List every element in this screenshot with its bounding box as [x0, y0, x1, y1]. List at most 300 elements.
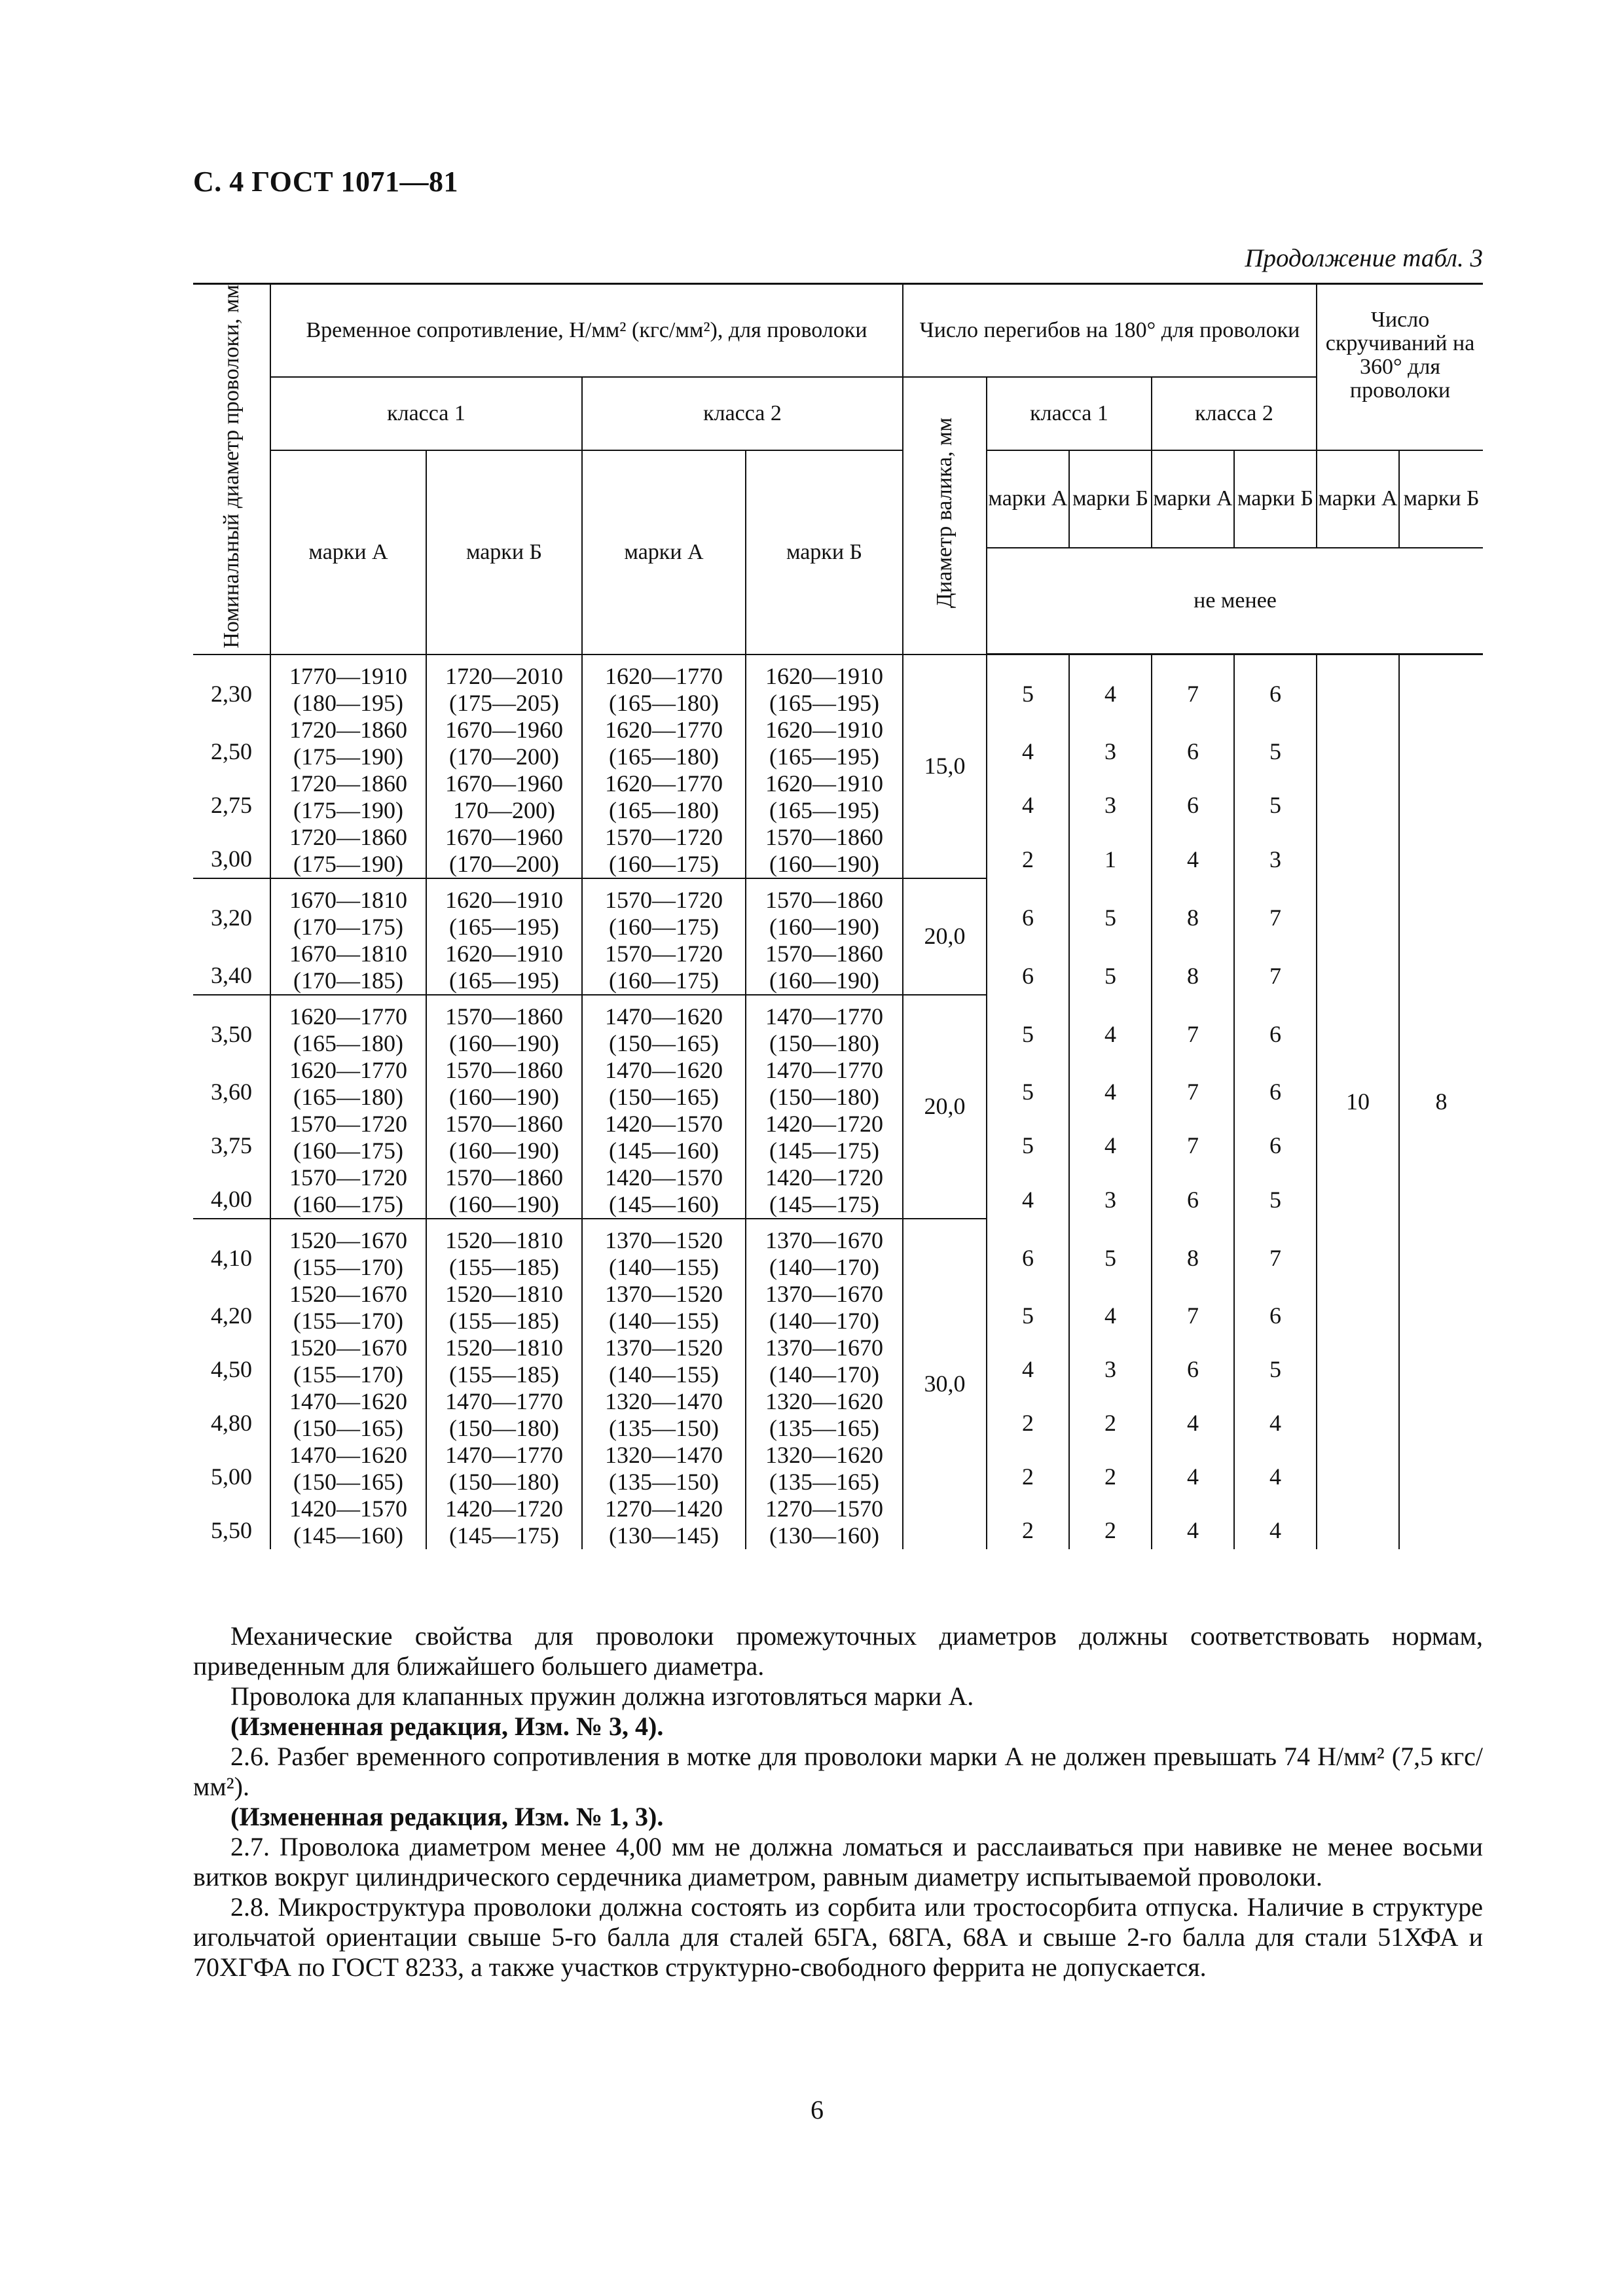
- cell-tensile-c2b: [746, 770, 903, 824]
- value-kgf-per-mm2: (160—175): [293, 1137, 403, 1164]
- cell-nominal-diameter: 4,10: [193, 1219, 270, 1281]
- cell-tensile-c2a: [582, 941, 746, 995]
- header-nominal-diameter: Номинальный диаметр проволоки, мм: [193, 284, 270, 655]
- cell-nominal-diameter: 3,20: [193, 878, 270, 941]
- cell-nominal-diameter: 4,50: [193, 1335, 270, 1388]
- cell-tensile-c1b: [426, 1335, 582, 1388]
- cell-bend-count: 4: [1069, 655, 1152, 717]
- cell-tensile-c2a: [582, 1111, 746, 1164]
- cell-bend-count: 3: [1234, 824, 1317, 878]
- cell-tensile-c1b: [426, 1164, 582, 1219]
- value-n-per-mm2: 1570—1720: [605, 940, 723, 967]
- cell-bend-count: 2: [987, 1388, 1069, 1442]
- amendment-note-1: (Измененная редакция, Изм. № 3, 4).: [230, 1712, 664, 1741]
- value-n-per-mm2: 1470—1620: [605, 1003, 723, 1030]
- cell-tensile-c1b: [426, 1111, 582, 1164]
- value-n-per-mm2: 1420—1720: [765, 1110, 883, 1137]
- cell-bend-count: 6: [1234, 1057, 1317, 1111]
- table-row: [193, 878, 1483, 941]
- cell-tensile-c2a: [582, 1442, 746, 1496]
- value-kgf-per-mm2: (160—175): [609, 850, 719, 877]
- value-n-per-mm2: 1470—1620: [289, 1388, 407, 1414]
- cell-tensile-c1a: [270, 1111, 426, 1164]
- value-n-per-mm2: 1620—1770: [289, 1056, 407, 1083]
- table-row: [193, 824, 1483, 878]
- value-n-per-mm2: 1470—1770: [445, 1441, 563, 1468]
- value-kgf-per-mm2: (145—175): [769, 1137, 879, 1164]
- cell-tensile-c2b: [746, 941, 903, 995]
- amendment-note-2: (Измененная редакция, Изм. № 1, 3).: [230, 1802, 664, 1831]
- cell-bend-count: 6: [1152, 1164, 1234, 1219]
- value-kgf-per-mm2: (165—180): [609, 689, 719, 716]
- value-kgf-per-mm2: (165—195): [449, 913, 559, 940]
- value-kgf-per-mm2: (155—170): [293, 1361, 403, 1388]
- cell-bend-count: 2: [1069, 1388, 1152, 1442]
- value-n-per-mm2: 1470—1620: [289, 1441, 407, 1468]
- cell-bend-count: 4: [1234, 1496, 1317, 1549]
- cell-bend-count: 6: [1234, 655, 1317, 717]
- cell-nominal-diameter: 3,50: [193, 995, 270, 1057]
- value-kgf-per-mm2: (175—190): [293, 850, 403, 877]
- cell-tensile-c1b: [426, 878, 582, 941]
- value-n-per-mm2: 1420—1570: [289, 1495, 407, 1522]
- value-n-per-mm2: 1720—1860: [289, 716, 407, 743]
- value-n-per-mm2: 1470—1770: [765, 1056, 883, 1083]
- value-kgf-per-mm2: (170—185): [293, 967, 403, 994]
- cell-bend-count: 7: [1152, 995, 1234, 1057]
- cell-bend-count: 7: [1234, 878, 1317, 941]
- cell-bend-count: 6: [1234, 1281, 1317, 1335]
- cell-tensile-c1b: [426, 824, 582, 878]
- value-n-per-mm2: 1320—1470: [605, 1388, 723, 1414]
- cell-bend-count: 5: [1234, 717, 1317, 770]
- cell-bend-count: 3: [1069, 717, 1152, 770]
- cell-bend-count: 8: [1152, 1219, 1234, 1281]
- value-n-per-mm2: 1270—1420: [605, 1495, 723, 1522]
- value-kgf-per-mm2: (170—200): [449, 743, 559, 770]
- value-n-per-mm2: 1570—1720: [289, 1110, 407, 1137]
- cell-tensile-c2b: [746, 1219, 903, 1281]
- cell-bend-count: 5: [1069, 878, 1152, 941]
- cell-tensile-c2b: [746, 995, 903, 1057]
- header-bend-c1-grade-b: марки Б: [1069, 450, 1152, 548]
- value-n-per-mm2: 1520—1670: [289, 1227, 407, 1253]
- value-kgf-per-mm2: (165—195): [769, 797, 879, 823]
- cell-bend-count: 6: [1234, 1111, 1317, 1164]
- cell-bend-count: 7: [1234, 941, 1317, 995]
- cell-bend-count: 4: [987, 1335, 1069, 1388]
- cell-tensile-c1a: [270, 1281, 426, 1335]
- cell-tensile-c2b: [746, 655, 903, 717]
- value-n-per-mm2: 1520—1810: [445, 1280, 563, 1307]
- cell-bend-count: 7: [1152, 1111, 1234, 1164]
- cell-tensile-c1a: [270, 1496, 426, 1549]
- header-bend-c2-grade-a: марки А: [1152, 450, 1234, 548]
- table-row: [193, 770, 1483, 824]
- value-n-per-mm2: 1320—1620: [765, 1441, 883, 1468]
- cell-bend-count: 4: [987, 717, 1069, 770]
- cell-bend-count: 4: [987, 770, 1069, 824]
- cell-roller-diameter: 15,0: [903, 655, 987, 878]
- cell-bend-count: 4: [1234, 1442, 1317, 1496]
- value-kgf-per-mm2: (160—175): [609, 913, 719, 940]
- value-n-per-mm2: 1470—1620: [605, 1056, 723, 1083]
- paragraph-2-6: 2.6. Разбег временного сопротивления в мотке для проволоки марки А не должен превышать 74 Н/мм² (7,5 кгс/мм²).: [193, 1742, 1483, 1801]
- header-tensile-strength: Временное сопротивление, Н/мм² (кгс/мм²), для проволоки: [270, 284, 903, 378]
- cell-tensile-c2a: [582, 1388, 746, 1442]
- value-kgf-per-mm2: (170—175): [293, 913, 403, 940]
- wire-properties-table: [193, 283, 1483, 1549]
- cell-tensile-c1a: [270, 1335, 426, 1388]
- cell-nominal-diameter: 2,75: [193, 770, 270, 824]
- table-row: [193, 1164, 1483, 1219]
- cell-tensile-c1b: [426, 655, 582, 717]
- cell-roller-diameter: 30,0: [903, 1219, 987, 1549]
- value-kgf-per-mm2: (140—170): [769, 1361, 879, 1388]
- cell-tensile-c1a: [270, 941, 426, 995]
- value-kgf-per-mm2: (140—170): [769, 1307, 879, 1334]
- value-kgf-per-mm2: (145—160): [609, 1191, 719, 1217]
- cell-bend-count: 5: [987, 1111, 1069, 1164]
- value-n-per-mm2: 1570—1860: [765, 940, 883, 967]
- cell-bend-count: 5: [1069, 1219, 1152, 1281]
- header-strength-class-1: класса 1: [270, 377, 582, 450]
- table-row: [193, 717, 1483, 770]
- table-row: [193, 1219, 1483, 1281]
- cell-tensile-c1a: [270, 1057, 426, 1111]
- value-kgf-per-mm2: (130—145): [609, 1522, 719, 1549]
- value-kgf-per-mm2: (135—150): [609, 1468, 719, 1495]
- cell-bend-count: 5: [1234, 770, 1317, 824]
- cell-tensile-c1b: [426, 1442, 582, 1496]
- cell-tensile-c2a: [582, 878, 746, 941]
- table-continuation-label: Продолжение табл. 3: [1245, 244, 1483, 272]
- value-kgf-per-mm2: (165—195): [769, 743, 879, 770]
- value-n-per-mm2: 1720—1860: [289, 770, 407, 797]
- value-kgf-per-mm2: (155—170): [293, 1307, 403, 1334]
- value-kgf-per-mm2: (155—185): [449, 1253, 559, 1280]
- cell-tensile-c2a: [582, 770, 746, 824]
- paragraph-intermediate-diameters: Механические свойства для проволоки промежуточных диаметров должны соответствовать нормам, приведенным для ближайшего большего диаметра.: [193, 1621, 1483, 1681]
- value-kgf-per-mm2: (160—190): [769, 967, 879, 994]
- value-kgf-per-mm2: (140—155): [609, 1307, 719, 1334]
- value-kgf-per-mm2: (180—195): [293, 689, 403, 716]
- cell-nominal-diameter: 3,60: [193, 1057, 270, 1111]
- value-kgf-per-mm2: (160—190): [449, 1191, 559, 1217]
- value-n-per-mm2: 1370—1670: [765, 1334, 883, 1361]
- cell-bend-count: 2: [987, 1496, 1069, 1549]
- value-n-per-mm2: 1470—1770: [445, 1388, 563, 1414]
- value-n-per-mm2: 1270—1570: [765, 1495, 883, 1522]
- cell-bend-count: 6: [1152, 1335, 1234, 1388]
- table-row: [193, 1388, 1483, 1442]
- cell-roller-diameter: 20,0: [903, 995, 987, 1219]
- header-class1-grade-b: марки Б: [426, 450, 582, 655]
- cell-bend-count: 8: [1152, 878, 1234, 941]
- cell-bend-count: 3: [1069, 1164, 1152, 1219]
- cell-tensile-c1b: [426, 1219, 582, 1281]
- cell-tensile-c2a: [582, 824, 746, 878]
- cell-tensile-c2b: [746, 1057, 903, 1111]
- value-n-per-mm2: 1620—1770: [289, 1003, 407, 1030]
- header-bend-count: Число перегибов на 180° для проволоки: [903, 284, 1317, 378]
- cell-nominal-diameter: 3,00: [193, 824, 270, 878]
- value-kgf-per-mm2: (150—165): [609, 1083, 719, 1110]
- value-n-per-mm2: 1370—1520: [605, 1280, 723, 1307]
- cell-nominal-diameter: 4,20: [193, 1281, 270, 1335]
- value-n-per-mm2: 1570—1860: [445, 1003, 563, 1030]
- cell-bend-count: 3: [1069, 1335, 1152, 1388]
- value-n-per-mm2: 1670—1960: [445, 770, 563, 797]
- table-body: [193, 655, 1483, 1549]
- cell-tensile-c2a: [582, 717, 746, 770]
- value-n-per-mm2: 1370—1670: [765, 1280, 883, 1307]
- value-kgf-per-mm2: (160—190): [449, 1137, 559, 1164]
- cell-bend-count: 6: [1152, 717, 1234, 770]
- cell-twist-grade-b: 8: [1399, 655, 1483, 1549]
- page-number: 6: [811, 2095, 824, 2125]
- cell-tensile-c2b: [746, 1281, 903, 1335]
- cell-tensile-c2b: [746, 1388, 903, 1442]
- table-row: [193, 1111, 1483, 1164]
- header-roller-diameter: Диаметр валика, мм: [903, 377, 987, 655]
- cell-bend-count: 4: [1069, 995, 1152, 1057]
- value-kgf-per-mm2: (130—160): [769, 1522, 879, 1549]
- value-kgf-per-mm2: (160—175): [609, 967, 719, 994]
- cell-bend-count: 5: [987, 655, 1069, 717]
- value-kgf-per-mm2: (165—180): [293, 1030, 403, 1056]
- value-kgf-per-mm2: (165—180): [609, 743, 719, 770]
- cell-tensile-c2a: [582, 1164, 746, 1219]
- value-kgf-per-mm2: 170—200): [453, 797, 555, 823]
- cell-nominal-diameter: 3,40: [193, 941, 270, 995]
- value-n-per-mm2: 1620—1910: [445, 886, 563, 913]
- paragraph-valve-springs: Проволока для клапанных пружин должна изготовляться марки А.: [230, 1681, 974, 1711]
- cell-bend-count: 6: [987, 1219, 1069, 1281]
- cell-bend-count: 8: [1152, 941, 1234, 995]
- value-n-per-mm2: 1670—1810: [289, 886, 407, 913]
- cell-tensile-c2a: [582, 995, 746, 1057]
- cell-bend-count: 4: [1069, 1057, 1152, 1111]
- value-kgf-per-mm2: (150—165): [609, 1030, 719, 1056]
- value-kgf-per-mm2: (135—150): [609, 1414, 719, 1441]
- cell-bend-count: 3: [1069, 770, 1152, 824]
- value-n-per-mm2: 1370—1670: [765, 1227, 883, 1253]
- cell-tensile-c1b: [426, 941, 582, 995]
- value-n-per-mm2: 1570—1860: [445, 1110, 563, 1137]
- value-kgf-per-mm2: (160—190): [769, 913, 879, 940]
- cell-bend-count: 4: [987, 1164, 1069, 1219]
- value-kgf-per-mm2: (175—190): [293, 743, 403, 770]
- cell-tensile-c1b: [426, 995, 582, 1057]
- value-n-per-mm2: 1470—1770: [765, 1003, 883, 1030]
- paragraph-2-7: 2.7. Проволока диаметром менее 4,00 мм не должна ломаться и расслаиваться при навивке не менее восьми витков вокруг цилиндрического сердечника диаметром, равным диаметру испытываемой проволоки.: [193, 1832, 1483, 1892]
- value-kgf-per-mm2: (155—185): [449, 1361, 559, 1388]
- header-bend-class-1: класса 1: [987, 377, 1152, 450]
- cell-bend-count: 5: [1069, 941, 1152, 995]
- value-n-per-mm2: 1520—1810: [445, 1227, 563, 1253]
- value-kgf-per-mm2: (155—185): [449, 1307, 559, 1334]
- value-n-per-mm2: 1670—1810: [289, 940, 407, 967]
- value-kgf-per-mm2: (160—190): [449, 1030, 559, 1056]
- cell-bend-count: 4: [1152, 1442, 1234, 1496]
- cell-tensile-c1a: [270, 1442, 426, 1496]
- cell-tensile-c2a: [582, 1496, 746, 1549]
- value-kgf-per-mm2: (140—170): [769, 1253, 879, 1280]
- cell-tensile-c2a: [582, 655, 746, 717]
- table-row: [193, 655, 1483, 717]
- cell-nominal-diameter: 5,00: [193, 1442, 270, 1496]
- cell-bend-count: 6: [987, 878, 1069, 941]
- header-not-less-than: не менее: [987, 548, 1483, 655]
- value-kgf-per-mm2: (150—165): [293, 1468, 403, 1495]
- header-class2-grade-b: марки Б: [746, 450, 903, 655]
- value-kgf-per-mm2: (150—180): [449, 1414, 559, 1441]
- cell-nominal-diameter: 5,50: [193, 1496, 270, 1549]
- value-n-per-mm2: 1620—1910: [765, 716, 883, 743]
- value-n-per-mm2: 1720—2010: [445, 662, 563, 689]
- cell-bend-count: 7: [1234, 1219, 1317, 1281]
- cell-tensile-c1a: [270, 995, 426, 1057]
- table-row: [193, 941, 1483, 995]
- cell-bend-count: 1: [1069, 824, 1152, 878]
- value-n-per-mm2: 1570—1860: [765, 823, 883, 850]
- table-row: [193, 1057, 1483, 1111]
- value-n-per-mm2: 1420—1570: [605, 1110, 723, 1137]
- document-header: С. 4 ГОСТ 1071—81: [193, 166, 459, 198]
- header-bend-c2-grade-b: марки Б: [1234, 450, 1317, 548]
- cell-tensile-c1b: [426, 770, 582, 824]
- cell-bend-count: 4: [1234, 1388, 1317, 1442]
- cell-tensile-c1a: [270, 878, 426, 941]
- value-kgf-per-mm2: (160—190): [449, 1083, 559, 1110]
- cell-tensile-c2b: [746, 1164, 903, 1219]
- value-kgf-per-mm2: (145—160): [293, 1522, 403, 1549]
- value-kgf-per-mm2: (155—170): [293, 1253, 403, 1280]
- value-kgf-per-mm2: (145—175): [449, 1522, 559, 1549]
- cell-tensile-c2b: [746, 1442, 903, 1496]
- cell-bend-count: 2: [1069, 1442, 1152, 1496]
- cell-roller-diameter: 20,0: [903, 878, 987, 995]
- cell-bend-count: 7: [1152, 1281, 1234, 1335]
- cell-bend-count: 6: [987, 941, 1069, 995]
- cell-bend-count: 5: [987, 1057, 1069, 1111]
- cell-tensile-c1a: [270, 1164, 426, 1219]
- cell-tensile-c2a: [582, 1057, 746, 1111]
- body-text: [193, 1621, 1483, 1982]
- cell-tensile-c2a: [582, 1219, 746, 1281]
- cell-tensile-c2b: [746, 1335, 903, 1388]
- table-row: [193, 1442, 1483, 1496]
- value-n-per-mm2: 1620—1910: [445, 940, 563, 967]
- value-kgf-per-mm2: (150—180): [769, 1083, 879, 1110]
- value-kgf-per-mm2: (160—175): [293, 1191, 403, 1217]
- cell-bend-count: 6: [1234, 995, 1317, 1057]
- cell-bend-count: 7: [1152, 1057, 1234, 1111]
- value-n-per-mm2: 1320—1470: [605, 1441, 723, 1468]
- cell-nominal-diameter: 3,75: [193, 1111, 270, 1164]
- cell-nominal-diameter: 4,00: [193, 1164, 270, 1219]
- cell-tensile-c1a: [270, 717, 426, 770]
- cell-tensile-c1a: [270, 770, 426, 824]
- value-kgf-per-mm2: (175—205): [449, 689, 559, 716]
- header-class2-grade-a: марки А: [582, 450, 746, 655]
- value-n-per-mm2: 1570—1860: [445, 1164, 563, 1191]
- cell-tensile-c2b: [746, 1496, 903, 1549]
- value-kgf-per-mm2: (150—165): [293, 1414, 403, 1441]
- value-n-per-mm2: 1520—1670: [289, 1334, 407, 1361]
- value-n-per-mm2: 1570—1720: [605, 886, 723, 913]
- value-n-per-mm2: 1620—1910: [765, 770, 883, 797]
- cell-tensile-c1b: [426, 1496, 582, 1549]
- value-n-per-mm2: 1420—1570: [605, 1164, 723, 1191]
- cell-bend-count: 4: [1069, 1111, 1152, 1164]
- cell-tensile-c2b: [746, 1111, 903, 1164]
- cell-nominal-diameter: 2,30: [193, 655, 270, 717]
- cell-bend-count: 4: [1152, 824, 1234, 878]
- value-n-per-mm2: 1520—1810: [445, 1334, 563, 1361]
- value-kgf-per-mm2: (150—180): [449, 1468, 559, 1495]
- value-kgf-per-mm2: (150—180): [769, 1030, 879, 1056]
- header-twist-grade-b: марки Б: [1399, 450, 1483, 548]
- value-kgf-per-mm2: (140—155): [609, 1253, 719, 1280]
- cell-tensile-c2b: [746, 717, 903, 770]
- header-bend-class-2: класса 2: [1152, 377, 1317, 450]
- value-n-per-mm2: 1720—1860: [289, 823, 407, 850]
- table-row: [193, 995, 1483, 1057]
- value-kgf-per-mm2: (145—175): [769, 1191, 879, 1217]
- cell-bend-count: 2: [987, 1442, 1069, 1496]
- value-kgf-per-mm2: (165—180): [609, 797, 719, 823]
- cell-tensile-c1b: [426, 1057, 582, 1111]
- value-n-per-mm2: 1570—1860: [445, 1056, 563, 1083]
- cell-bend-count: 4: [1152, 1388, 1234, 1442]
- value-n-per-mm2: 1620—1770: [605, 770, 723, 797]
- value-kgf-per-mm2: (135—165): [769, 1414, 879, 1441]
- cell-tensile-c1a: [270, 1388, 426, 1442]
- value-n-per-mm2: 1670—1960: [445, 823, 563, 850]
- value-n-per-mm2: 1520—1670: [289, 1280, 407, 1307]
- cell-bend-count: 2: [987, 824, 1069, 878]
- value-n-per-mm2: 1670—1960: [445, 716, 563, 743]
- header-twist-grade-a: марки А: [1317, 450, 1399, 548]
- cell-bend-count: 5: [987, 1281, 1069, 1335]
- cell-twist-grade-a: 10: [1317, 655, 1399, 1549]
- value-kgf-per-mm2: (135—165): [769, 1468, 879, 1495]
- cell-tensile-c1a: [270, 655, 426, 717]
- header-twist-count: Число скручиваний на 360° для проволоки: [1317, 284, 1483, 450]
- value-kgf-per-mm2: (175—190): [293, 797, 403, 823]
- value-n-per-mm2: 1370—1520: [605, 1227, 723, 1253]
- cell-bend-count: 5: [987, 995, 1069, 1057]
- table-header: [193, 284, 1483, 655]
- value-kgf-per-mm2: (165—195): [769, 689, 879, 716]
- value-n-per-mm2: 1570—1860: [765, 886, 883, 913]
- table-row: [193, 1335, 1483, 1388]
- value-n-per-mm2: 1620—1910: [765, 662, 883, 689]
- value-kgf-per-mm2: (140—155): [609, 1361, 719, 1388]
- cell-tensile-c2b: [746, 878, 903, 941]
- value-n-per-mm2: 1370—1520: [605, 1334, 723, 1361]
- cell-tensile-c1a: [270, 824, 426, 878]
- value-kgf-per-mm2: (165—180): [293, 1083, 403, 1110]
- cell-tensile-c1b: [426, 1388, 582, 1442]
- value-n-per-mm2: 1770—1910: [289, 662, 407, 689]
- cell-tensile-c2b: [746, 824, 903, 878]
- table-row: [193, 1281, 1483, 1335]
- value-n-per-mm2: 1420—1720: [445, 1495, 563, 1522]
- value-kgf-per-mm2: (160—190): [769, 850, 879, 877]
